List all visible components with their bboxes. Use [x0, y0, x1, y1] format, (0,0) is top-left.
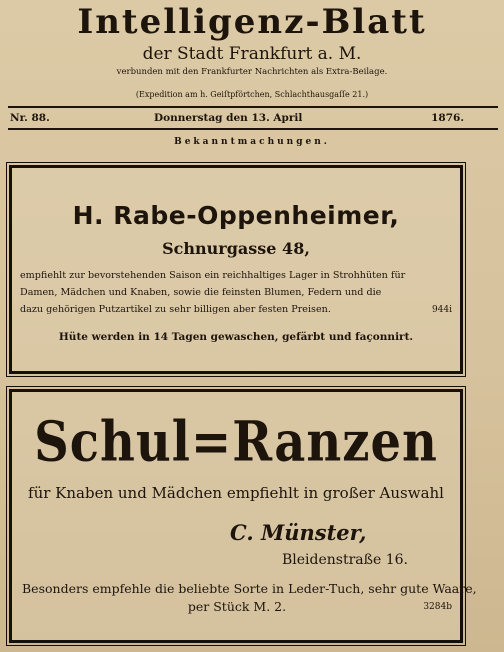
masthead-title: Intelligenz-Blatt — [77, 2, 427, 42]
issue-date: Donnerstag den 13. April — [154, 112, 303, 124]
masthead-rule-top — [8, 106, 498, 108]
ad1-footer: Hüte werden in 14 Tagen gewaschen, gefärbt und façonnirt. — [58, 331, 414, 343]
ad2-body-line: per Stück M. 2. — [187, 599, 287, 614]
masthead-rule-bottom — [8, 128, 498, 130]
section-heading: Bekanntmachungen. — [174, 137, 330, 147]
masthead-association: verbunden mit den Frankfurter Nachrichten als Extra-Beilage. — [116, 67, 388, 77]
ad2-for-line: für Knaben und Mädchen empfiehlt in großer Auswahl — [28, 484, 444, 502]
ad1-body-line: Damen, Mädchen und Knaben, sowie die feinsten Blumen, Federn und die — [20, 287, 382, 298]
masthead-expedition: (Expedition am h. Geiſtpförtchen, Schlachthausgaſſe 21.) — [135, 90, 369, 99]
ad1-firm-name: H. Rabe-Oppenheimer, — [72, 201, 400, 230]
advertisement-schul-ranzen — [9, 389, 477, 643]
ad1-code: 944i — [431, 305, 452, 315]
issue-year: 1876. — [431, 112, 464, 124]
ad2-code: 3284b — [423, 602, 452, 612]
advertisement-rabe-oppenheimer — [9, 165, 463, 374]
ad2-body-line: Besonders empfehle die beliebte Sorte in Leder-Tuch, sehr gute Waare, — [22, 581, 477, 596]
masthead-subtitle: der Stadt Frankfurt a. M. — [142, 44, 362, 64]
ad2-street: Bleidenstraße 16. — [282, 552, 408, 568]
ad2-headline: Schul=Ranzen — [34, 409, 438, 475]
ad1-body-line: empfiehlt zur bevorstehenden Saison ein reichhaltiges Lager in Strohhüten für — [20, 270, 406, 281]
ad1-body-line: dazu gehörigen Putzartikel zu sehr billigen aber festen Preisen. — [20, 304, 331, 315]
ad2-seller: C. Münster, — [230, 520, 367, 545]
issue-number: Nr. 88. — [10, 112, 50, 124]
issue-row — [8, 110, 498, 126]
ad1-street: Schnurgasse 48, — [162, 239, 310, 258]
